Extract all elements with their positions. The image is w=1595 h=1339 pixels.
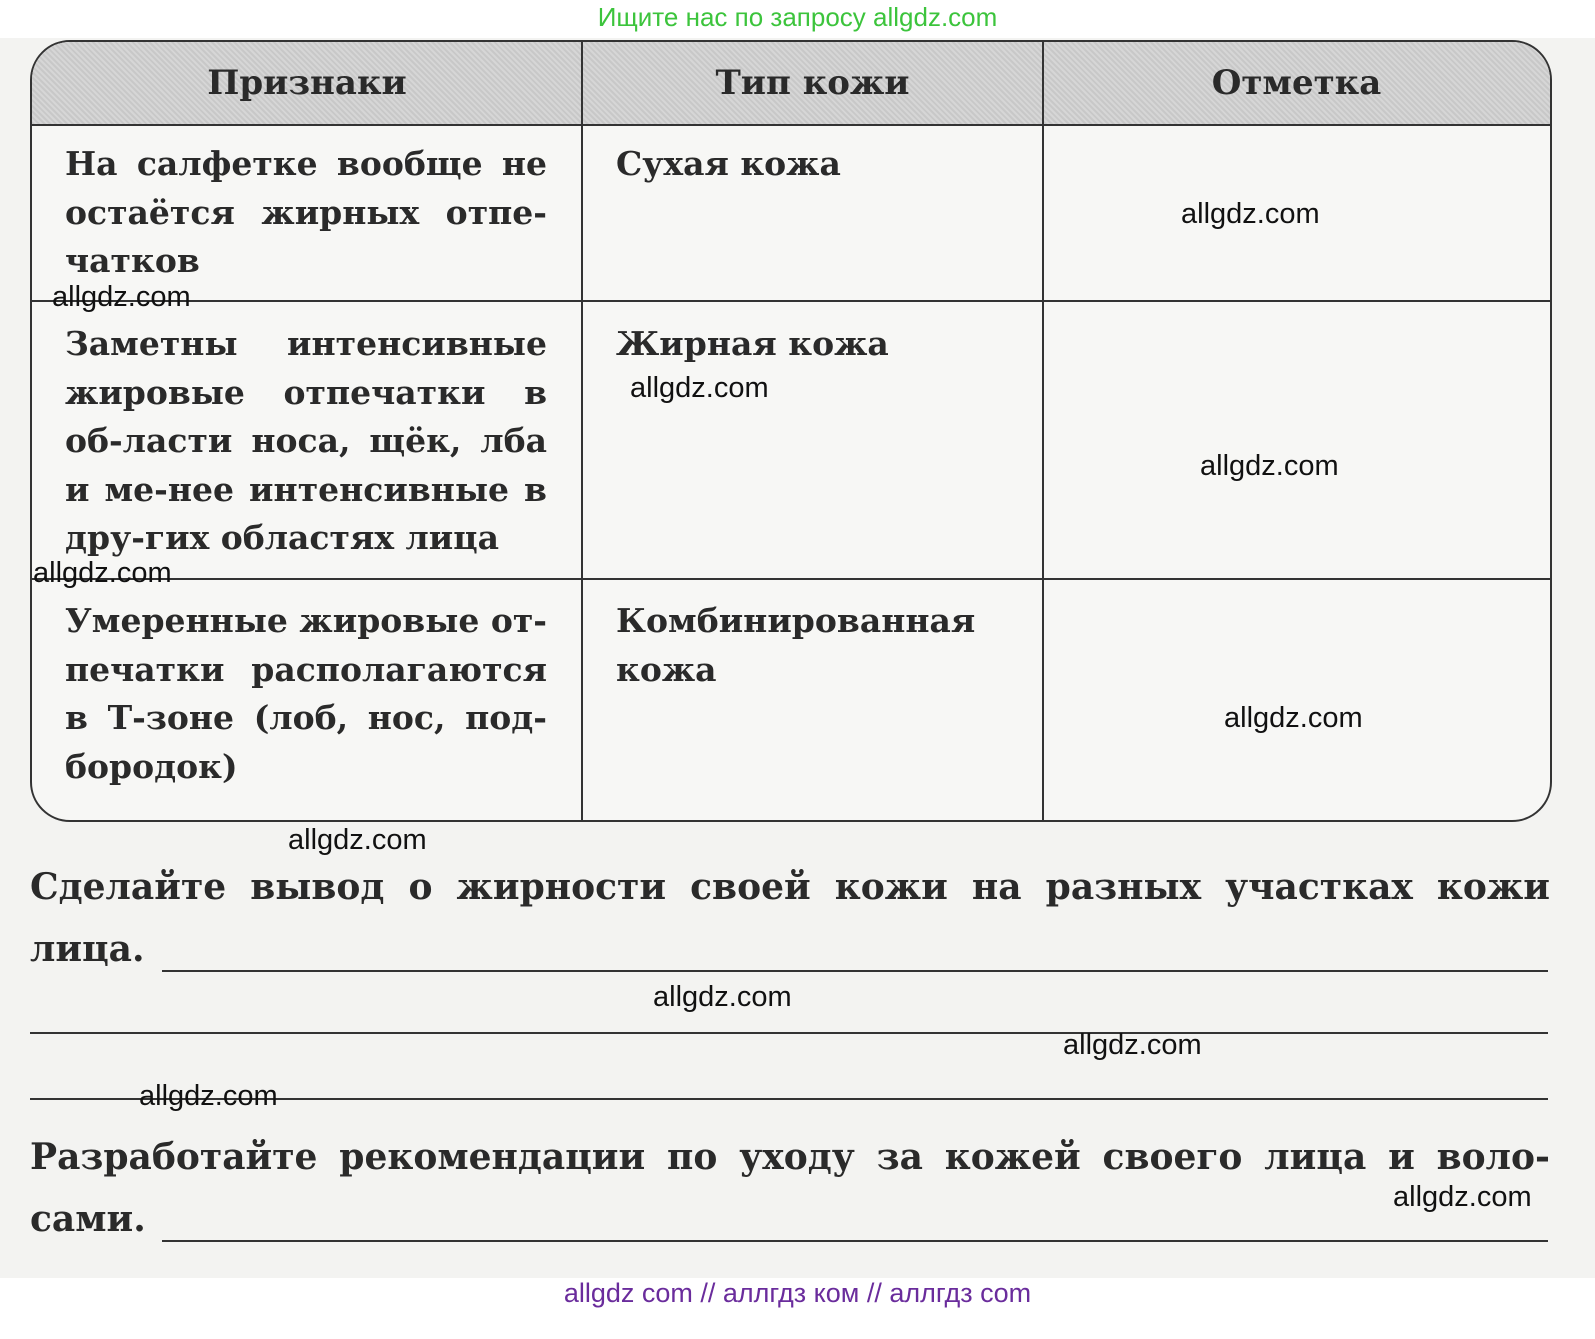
header-signs: Признаки [207,63,407,103]
bottom-watermark: allgdz com // аллгдз ком // аллгдз com [563,1278,1032,1308]
row-1-sign: На салфетке вообще не остаётся жирных отпе-чатков [65,144,547,280]
watermark: allgdz.com [52,281,191,313]
watermark: allgdz.com [630,372,769,404]
answer-line[interactable] [162,970,1548,972]
row-2-type: Жирная кожа [616,324,889,363]
row-2-sign: Заметны интенсивные жировые отпечатки в об-ласти носа, щёк, лба и ме-нее интенсивные в дру-гих областях лица [65,324,547,557]
watermark: allgdz.com [1393,1181,1532,1213]
header-skin-type: Тип кожи [715,63,910,103]
answer-line[interactable] [30,1032,1548,1034]
watermark: allgdz.com [653,981,792,1013]
top-watermark: Ищите нас по запросу allgdz.com [597,2,998,32]
watermark: allgdz.com [1181,198,1320,230]
watermark: allgdz.com [33,557,172,589]
watermark: allgdz.com [1200,450,1339,482]
task-recommendations: Разработайте рекомендации по уходу за кожей своего лица и воло-сами. [30,1136,1550,1240]
watermark: allgdz.com [288,824,427,856]
watermark: allgdz.com [1063,1029,1202,1061]
row-1-type: Сухая кожа [616,144,841,183]
watermark: allgdz.com [1224,702,1363,734]
task-conclusion: Сделайте вывод о жирности своей кожи на разных участках кожи лица. [30,866,1550,970]
header-mark: Отметка [1211,63,1382,103]
divider [32,300,1550,302]
divider [581,42,583,820]
answer-line[interactable] [162,1240,1548,1242]
divider [32,578,1550,580]
watermark: allgdz.com [139,1080,278,1112]
row-3-sign: Умеренные жировые от-печатки располагаются в Т-зоне (лоб, нос, под-бородок) [65,601,547,786]
divider [1042,42,1044,820]
row-3-type: Комбинированная кожа [616,601,976,689]
